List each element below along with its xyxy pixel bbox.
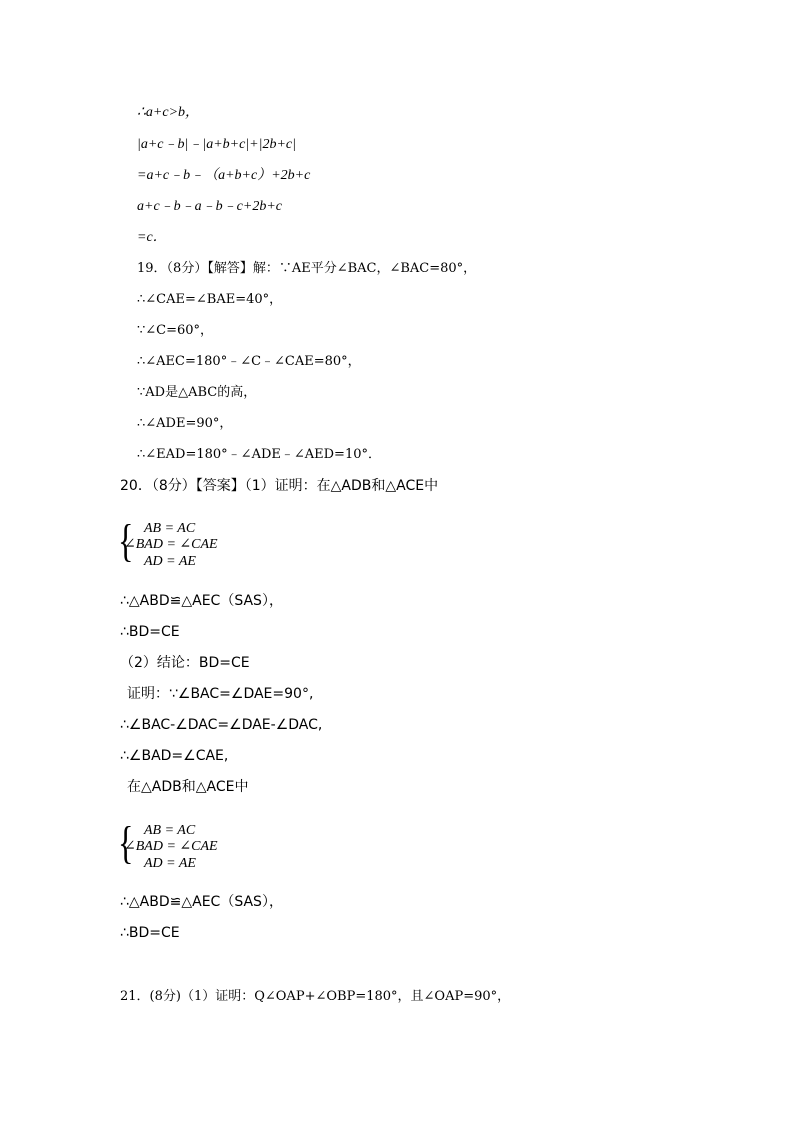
system2-row-3: AD = AE bbox=[144, 856, 196, 871]
line-expansion-1: =a+c﹣b﹣（a+b+c）+2b+c bbox=[137, 168, 311, 183]
line-a-plus-c-gt-b: ∴a+c>b， bbox=[137, 105, 200, 120]
left-brace: { bbox=[118, 515, 134, 566]
q19-step-2: ∵∠C=60°， bbox=[137, 323, 214, 338]
q20-part2-proof-3: ∴∠BAD=∠CAE, bbox=[120, 748, 229, 764]
q20-part2-proof-4: 在△ADB和△ACE中 bbox=[127, 779, 249, 795]
system2-row-2: ∠BAD = ∠CAE bbox=[124, 839, 218, 854]
equation-system-1 bbox=[118, 515, 258, 574]
line-abs-expression: |a+c﹣b|﹣|a+b+c|+|2b+c| bbox=[137, 137, 296, 152]
line-result-c: =c． bbox=[137, 230, 167, 245]
q19-step-5: ∴∠ADE=90°， bbox=[137, 416, 233, 431]
q20-part2-conclusion: （2）结论：BD=CE bbox=[120, 655, 250, 671]
equation-system-2 bbox=[118, 817, 258, 876]
system2-row-1: AB = AC bbox=[144, 823, 196, 838]
q20-congruence-1: ∴△ABD≌△AEC（SAS）， bbox=[120, 593, 283, 609]
system1-row-2: ∠BAD = ∠CAE bbox=[124, 537, 218, 552]
q19-step-4: ∵AD是△ABC的高， bbox=[137, 385, 257, 400]
q19-step-3: ∴∠AEC=180°﹣∠C﹣∠CAE=80°， bbox=[137, 354, 361, 369]
q20-congruence-2: ∴△ABD≌△AEC（SAS）， bbox=[120, 894, 283, 910]
q20-bd-ce-1: ∴BD=CE bbox=[120, 624, 180, 640]
q19-step-1: ∴∠CAE=∠BAE=40°， bbox=[137, 292, 283, 307]
q19-step-6: ∴∠EAD=180°﹣∠ADE﹣∠AED=10°． bbox=[137, 447, 381, 462]
q20-header: 20．（8分）【答案】（1）证明：在△ADB和△ACE中 bbox=[120, 478, 439, 494]
line-expansion-2: a+c﹣b﹣a﹣b﹣c+2b+c bbox=[137, 199, 282, 214]
q21-header: 21．(8分)（1）证明：Q∠OAP+∠OBP=180°，且∠OAP=90°， bbox=[120, 989, 511, 1004]
q20-part2-proof-2: ∴∠BAC-∠DAC=∠DAE-∠DAC, bbox=[120, 717, 323, 733]
system1-row-1: AB = AC bbox=[144, 521, 196, 536]
q19-header: 19．（8分）【解答】解：∵AE平分∠BAC，∠BAC=80°， bbox=[137, 261, 477, 276]
left-brace: { bbox=[118, 817, 134, 868]
system1-row-3: AD = AE bbox=[144, 554, 196, 569]
q20-part2-proof-1: 证明：∵∠BAC=∠DAE=90°, bbox=[127, 686, 314, 702]
q20-bd-ce-2: ∴BD=CE bbox=[120, 925, 180, 941]
